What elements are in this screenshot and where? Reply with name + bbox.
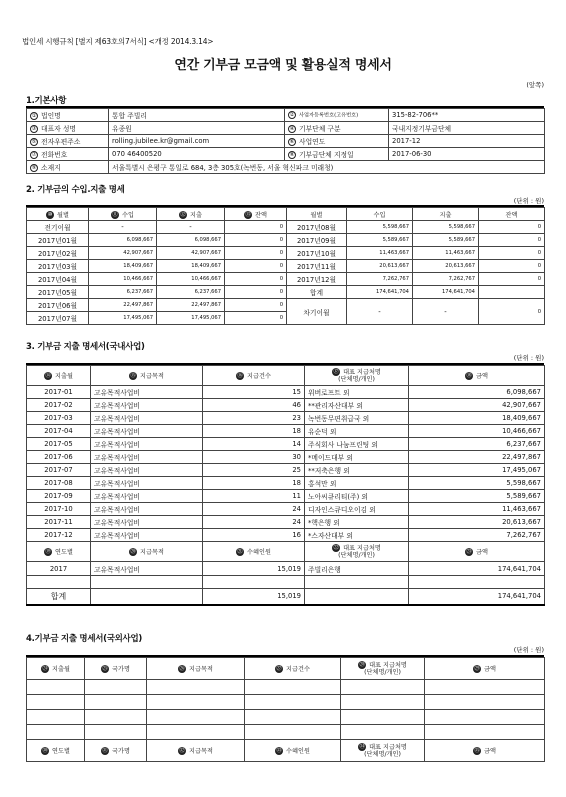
col-header-purpose: 지급목적 bbox=[189, 748, 213, 755]
expense-cell: 7,262,767 bbox=[413, 273, 479, 286]
table-row bbox=[27, 425, 545, 438]
circled-number: ⑲ bbox=[45, 549, 51, 555]
total-balance bbox=[479, 286, 545, 299]
count-cell: 11 bbox=[203, 490, 305, 503]
balance-cell: 0 bbox=[225, 273, 287, 286]
balance-cell: 0 bbox=[225, 260, 287, 273]
col-header-purpose: 지급목적 bbox=[140, 373, 164, 380]
income-cell: 5,589,667 bbox=[347, 234, 413, 247]
month-cell: 2017년03월 bbox=[27, 260, 89, 273]
circled-number: ⑬ bbox=[245, 211, 251, 218]
table-header-row bbox=[27, 366, 545, 386]
carryover-label: 차기이월 bbox=[287, 299, 347, 325]
expense-cell: - bbox=[157, 221, 225, 234]
recipients-cell: 15,019 bbox=[203, 562, 305, 576]
total-label: 합계 bbox=[287, 286, 347, 299]
circled-number: ② bbox=[289, 112, 295, 118]
expense-cell: 20,613,667 bbox=[413, 260, 479, 273]
count-cell: 24 bbox=[203, 516, 305, 529]
col-header-recipients: 수혜인원 bbox=[286, 748, 310, 755]
col-header-recipient: 대표 지급처명 bbox=[369, 662, 407, 669]
col-header-amount: 금액 bbox=[484, 666, 496, 673]
amount-cell: 20,613,667 bbox=[409, 516, 545, 529]
col-header-year: 연도별 bbox=[52, 748, 70, 755]
col-header-expense: 지출 bbox=[190, 211, 202, 219]
field-value: 국내지정기부금단체 bbox=[389, 122, 545, 135]
month-cell: 2017년08월 bbox=[287, 221, 347, 234]
col-header-recipient-sub: (단체명/개인) bbox=[364, 751, 401, 758]
col-header-month: 월별 bbox=[287, 208, 347, 221]
expense-cell: 42,907,667 bbox=[157, 247, 225, 260]
count-cell: 23 bbox=[203, 412, 305, 425]
basic-row bbox=[27, 109, 545, 122]
expense-cell: 18,409,667 bbox=[157, 260, 225, 273]
section2-title: 2. 기부금의 수입.지출 명세 bbox=[26, 185, 125, 195]
income-cell: 20,613,667 bbox=[347, 260, 413, 273]
col-header-balance: 잔액 bbox=[255, 211, 267, 219]
date-cell: 2017-05 bbox=[27, 438, 91, 451]
amount-cell: 42,907,667 bbox=[409, 399, 545, 412]
recipient-cell: 디자인스큐디오이김 외 bbox=[305, 503, 409, 516]
circled-number: ⑭ bbox=[45, 373, 51, 379]
amount-cell: 10,466,667 bbox=[409, 425, 545, 438]
income-cell: - bbox=[89, 221, 157, 234]
balance-cell: 0 bbox=[225, 234, 287, 247]
count-cell: 18 bbox=[203, 477, 305, 490]
recipient-cell: **저축은행 외 bbox=[305, 464, 409, 477]
recipient-cell: *스자산대부 외 bbox=[305, 529, 409, 542]
basic-row bbox=[27, 161, 545, 174]
recipient-cell: 홍석만 외 bbox=[305, 477, 409, 490]
circled-number: ⑱ bbox=[466, 373, 472, 379]
field-value: 2017-06-30 bbox=[389, 148, 545, 161]
field-value: 070 46400520 bbox=[109, 148, 285, 161]
date-cell: 2017-10 bbox=[27, 503, 91, 516]
col-header-recipient-sub: (단체명/개인) bbox=[364, 669, 401, 676]
date-cell: 2017-08 bbox=[27, 477, 91, 490]
domestic-expense-table bbox=[26, 365, 545, 606]
expense-cell: 22,497,867 bbox=[157, 299, 225, 312]
purpose-cell: 고유목적사업비 bbox=[91, 503, 203, 516]
col-header-count: 지급건수 bbox=[247, 373, 271, 380]
balance-cell: 0 bbox=[225, 247, 287, 260]
field-label: 사업연도 bbox=[299, 138, 326, 146]
field-label: 대표자 성명 bbox=[41, 125, 76, 133]
section4-unit: (단위 : 원) bbox=[513, 646, 544, 654]
col-header-recipients: 수혜인원 bbox=[247, 549, 271, 556]
table-row bbox=[27, 477, 545, 490]
table-row bbox=[27, 529, 545, 542]
year-cell: 2017 bbox=[27, 562, 91, 576]
month-cell: 2017년10월 bbox=[287, 247, 347, 260]
purpose-cell: 고유목적사업비 bbox=[91, 386, 203, 399]
field-label: 소재지 bbox=[41, 164, 61, 172]
monthly-income-table bbox=[26, 207, 545, 325]
expense-cell: 5,589,667 bbox=[413, 234, 479, 247]
table-row bbox=[27, 247, 545, 260]
amount-cell: 174,641,704 bbox=[409, 562, 545, 576]
circled-number: ⑳ bbox=[130, 549, 136, 555]
month-cell: 2017년09월 bbox=[287, 234, 347, 247]
recipient-cell: 유순덕 외 bbox=[305, 425, 409, 438]
table-row bbox=[27, 221, 545, 234]
circled-number: ㉒ bbox=[333, 545, 339, 551]
circled-number: ㉞ bbox=[359, 744, 365, 750]
count-cell: 46 bbox=[203, 399, 305, 412]
income-cell: 5,598,667 bbox=[347, 221, 413, 234]
col-header-date: 지출월 bbox=[55, 373, 73, 380]
circled-number: ㉗ bbox=[276, 666, 282, 672]
circled-number: ⑯ bbox=[237, 373, 243, 379]
circled-number: ㉘ bbox=[359, 662, 365, 668]
total-expense: 174,641,704 bbox=[413, 286, 479, 299]
expense-cell: 5,598,667 bbox=[413, 221, 479, 234]
col-header-income: 수입 bbox=[347, 208, 413, 221]
month-cell: 2017년11월 bbox=[287, 260, 347, 273]
overseas-expense-table bbox=[26, 657, 545, 762]
empty-row bbox=[27, 710, 545, 725]
amount-cell: 6,237,667 bbox=[409, 438, 545, 451]
recipient-cell: 주식회사 나눔프린팅 외 bbox=[305, 438, 409, 451]
table-row bbox=[27, 386, 545, 399]
balance-cell: 0 bbox=[225, 299, 287, 312]
month-cell: 2017년01월 bbox=[27, 234, 89, 247]
month-cell: 전기이월 bbox=[27, 221, 89, 234]
table-row bbox=[27, 299, 545, 312]
page-title: 연간 기부금 모금액 및 활용실적 명세서 bbox=[174, 58, 392, 73]
income-cell: 6,237,667 bbox=[89, 286, 157, 299]
count-cell: 14 bbox=[203, 438, 305, 451]
month-cell: 2017년04월 bbox=[27, 273, 89, 286]
amount-cell: 5,589,667 bbox=[409, 490, 545, 503]
empty-row bbox=[27, 725, 545, 740]
circled-number: ㉑ bbox=[237, 549, 243, 555]
col-header-country: 국가명 bbox=[112, 748, 130, 755]
total-row bbox=[27, 589, 545, 605]
field-label: 전화번호 bbox=[41, 151, 68, 159]
page-side-note: (앞쪽) bbox=[526, 81, 544, 89]
expense-cell: 17,495,067 bbox=[157, 312, 225, 325]
income-cell: 10,466,667 bbox=[89, 273, 157, 286]
table-row bbox=[27, 464, 545, 477]
circled-number: ㉙ bbox=[474, 666, 480, 672]
field-value: 통합 주빌리 bbox=[109, 109, 285, 122]
circled-number: ㉟ bbox=[474, 748, 480, 754]
circled-number: ㉛ bbox=[102, 748, 108, 754]
circled-number: ⑩ bbox=[47, 211, 53, 218]
circled-number: ⑪ bbox=[112, 211, 118, 218]
circled-number: ㉔ bbox=[42, 666, 48, 672]
circled-number: ㉓ bbox=[466, 549, 472, 555]
purpose-cell: 고유목적사업비 bbox=[91, 438, 203, 451]
circled-number: ⑨ bbox=[31, 165, 37, 171]
amount-cell: 6,098,667 bbox=[409, 386, 545, 399]
total-income: 174,641,704 bbox=[347, 286, 413, 299]
col-header-month: 월별 bbox=[57, 211, 69, 219]
table-row bbox=[27, 260, 545, 273]
amount-cell: 5,598,667 bbox=[409, 477, 545, 490]
form-header-line: 법인세 시행규칙 [별지 제63호의7서식] <개정 2014.3.14> bbox=[22, 37, 214, 46]
table-row bbox=[27, 399, 545, 412]
col-header-count: 지급건수 bbox=[286, 666, 310, 673]
circled-number: ① bbox=[31, 113, 37, 119]
col-header-date: 지출월 bbox=[52, 666, 70, 673]
purpose-cell: 고유목적사업비 bbox=[91, 412, 203, 425]
col-header-amount: 금액 bbox=[476, 373, 488, 380]
col-header-recipient: 대표 지급처명 bbox=[369, 744, 407, 751]
section2-unit: (단위 : 원) bbox=[513, 197, 544, 205]
purpose-cell: 고유목적사업비 bbox=[91, 425, 203, 438]
purpose-cell: 고유목적사업비 bbox=[91, 399, 203, 412]
col-header-amount: 금액 bbox=[476, 549, 488, 556]
circled-number: ⑫ bbox=[180, 211, 186, 218]
circled-number: ⑦ bbox=[31, 152, 37, 158]
col-header-amount: 금액 bbox=[484, 748, 496, 755]
empty-row bbox=[27, 680, 545, 695]
section3-title: 3. 기부금 지출 명세서(국내사업) bbox=[26, 342, 145, 352]
date-cell: 2017-03 bbox=[27, 412, 91, 425]
circled-number: ⑰ bbox=[333, 369, 339, 375]
income-cell: 18,409,667 bbox=[89, 260, 157, 273]
field-label: 전자우편주소 bbox=[41, 138, 81, 146]
circled-number: ③ bbox=[31, 126, 37, 132]
col-header-purpose: 지급목적 bbox=[140, 549, 164, 556]
basic-info-table bbox=[26, 108, 545, 174]
balance-cell: 0 bbox=[225, 221, 287, 234]
date-cell: 2017-04 bbox=[27, 425, 91, 438]
purpose-cell: 고유목적사업비 bbox=[91, 529, 203, 542]
field-value: 유종원 bbox=[109, 122, 285, 135]
income-cell: 42,907,667 bbox=[89, 247, 157, 260]
recipient-cell: *핵은행 외 bbox=[305, 516, 409, 529]
balance-cell: 0 bbox=[225, 286, 287, 299]
section1-title: 1.기본사항 bbox=[26, 96, 67, 106]
basic-row bbox=[27, 148, 545, 161]
field-value: 315-82-706** bbox=[389, 109, 545, 122]
col-header-income: 수입 bbox=[122, 211, 134, 219]
table-header-row bbox=[27, 740, 545, 762]
table-header-row bbox=[27, 542, 545, 562]
balance-cell: 0 bbox=[225, 312, 287, 325]
date-cell: 2017-12 bbox=[27, 529, 91, 542]
col-header-purpose: 지급목적 bbox=[189, 666, 213, 673]
income-cell: 7,262,767 bbox=[347, 273, 413, 286]
income-cell: 6,098,667 bbox=[89, 234, 157, 247]
expense-cell: 11,463,667 bbox=[413, 247, 479, 260]
empty-row bbox=[27, 576, 545, 589]
total-amount: 174,641,704 bbox=[409, 589, 545, 605]
table-row bbox=[27, 234, 545, 247]
purpose-cell: 고유목적사업비 bbox=[91, 451, 203, 464]
date-cell: 2017-07 bbox=[27, 464, 91, 477]
date-cell: 2017-11 bbox=[27, 516, 91, 529]
income-cell: 11,463,667 bbox=[347, 247, 413, 260]
balance-cell: 0 bbox=[479, 221, 545, 234]
col-header-expense: 지출 bbox=[413, 208, 479, 221]
recipient-cell: **관리자산대부 외 bbox=[305, 399, 409, 412]
circled-number: ㉝ bbox=[276, 748, 282, 754]
circled-number: ⑥ bbox=[289, 139, 295, 145]
table-header-row bbox=[27, 658, 545, 680]
purpose-cell: 고유목적사업비 bbox=[91, 477, 203, 490]
field-label: 법인명 bbox=[41, 112, 61, 120]
month-cell: 2017년07월 bbox=[27, 312, 89, 325]
recipient-cell: 노아씨큐리티(주) 외 bbox=[305, 490, 409, 503]
field-value: rolling.jubilee.kr@gmail.com bbox=[109, 135, 285, 148]
field-value: 2017-12 bbox=[389, 135, 545, 148]
section4-title: 4.기부금 지출 명세서(국외사업) bbox=[26, 634, 142, 644]
month-cell: 2017년12월 bbox=[287, 273, 347, 286]
table-row bbox=[27, 412, 545, 425]
income-cell: 17,495,067 bbox=[89, 312, 157, 325]
count-cell: 24 bbox=[203, 503, 305, 516]
year-row bbox=[27, 562, 545, 576]
carryover-expense: - bbox=[413, 299, 479, 325]
circled-number: ㉜ bbox=[179, 748, 185, 754]
income-cell: 22,497,867 bbox=[89, 299, 157, 312]
recipient-cell: *메이드대부 외 bbox=[305, 451, 409, 464]
count-cell: 15 bbox=[203, 386, 305, 399]
total-label: 합계 bbox=[27, 589, 91, 605]
amount-cell: 11,463,667 bbox=[409, 503, 545, 516]
balance-cell: 0 bbox=[479, 260, 545, 273]
purpose-cell: 고유목적사업비 bbox=[91, 562, 203, 576]
basic-row bbox=[27, 122, 545, 135]
circled-number: ④ bbox=[289, 126, 295, 132]
count-cell: 30 bbox=[203, 451, 305, 464]
carryover-income: - bbox=[347, 299, 413, 325]
circled-number: ⑮ bbox=[130, 373, 136, 379]
circled-number: ⑤ bbox=[31, 139, 37, 145]
field-label: 기부금단체 지정일 bbox=[299, 151, 354, 159]
table-row bbox=[27, 451, 545, 464]
col-header-recipient: 대표 지급처명 bbox=[343, 545, 381, 552]
recipient-cell: 녹번동무편취급국 외 bbox=[305, 412, 409, 425]
balance-cell: 0 bbox=[479, 234, 545, 247]
col-header-recipient-sub: (단체명/개인) bbox=[338, 552, 375, 559]
col-header-recipient-sub: (단체명/개인) bbox=[338, 376, 375, 383]
amount-cell: 17,495,067 bbox=[409, 464, 545, 477]
date-cell: 2017-09 bbox=[27, 490, 91, 503]
table-row bbox=[27, 503, 545, 516]
carryover-balance: 0 bbox=[479, 299, 545, 325]
count-cell: 25 bbox=[203, 464, 305, 477]
table-row bbox=[27, 286, 545, 299]
amount-cell: 22,497,867 bbox=[409, 451, 545, 464]
expense-cell: 6,237,667 bbox=[157, 286, 225, 299]
month-cell: 2017년02월 bbox=[27, 247, 89, 260]
field-label: 사업자등록번호(고유번호) bbox=[299, 112, 359, 119]
address-value: 서울특별시 은평구 통일로 684, 3층 305호(녹번동, 서울 혁신파크 미래청) bbox=[109, 161, 545, 174]
circled-number: ㉚ bbox=[42, 748, 48, 754]
date-cell: 2017-02 bbox=[27, 399, 91, 412]
date-cell: 2017-01 bbox=[27, 386, 91, 399]
col-header-recipient: 대표 지급처명 bbox=[343, 369, 381, 376]
table-row bbox=[27, 273, 545, 286]
field-label: 기부단체 구분 bbox=[299, 125, 341, 133]
purpose-cell: 고유목적사업비 bbox=[91, 464, 203, 477]
amount-cell: 18,409,667 bbox=[409, 412, 545, 425]
empty-row bbox=[27, 695, 545, 710]
expense-cell: 6,098,667 bbox=[157, 234, 225, 247]
circled-number: ㉕ bbox=[102, 666, 108, 672]
balance-cell: 0 bbox=[479, 273, 545, 286]
purpose-cell: 고유목적사업비 bbox=[91, 516, 203, 529]
table-row bbox=[27, 516, 545, 529]
total-recipients: 15,019 bbox=[203, 589, 305, 605]
table-row bbox=[27, 490, 545, 503]
col-header-balance: 잔액 bbox=[479, 208, 545, 221]
table-header-row bbox=[27, 208, 545, 221]
count-cell: 18 bbox=[203, 425, 305, 438]
col-header-country: 국가명 bbox=[112, 666, 130, 673]
basic-row bbox=[27, 135, 545, 148]
circled-number: ⑧ bbox=[289, 152, 295, 158]
recipient-cell: 주빌리은행 bbox=[305, 562, 409, 576]
purpose-cell: 고유목적사업비 bbox=[91, 490, 203, 503]
circled-number: ㉖ bbox=[179, 666, 185, 672]
balance-cell: 0 bbox=[479, 247, 545, 260]
month-cell: 2017년05월 bbox=[27, 286, 89, 299]
table-row bbox=[27, 438, 545, 451]
expense-cell: 10,466,667 bbox=[157, 273, 225, 286]
amount-cell: 7,262,767 bbox=[409, 529, 545, 542]
section3-unit: (단위 : 원) bbox=[513, 354, 544, 362]
month-cell: 2017년06월 bbox=[27, 299, 89, 312]
count-cell: 16 bbox=[203, 529, 305, 542]
col-header-year: 연도별 bbox=[55, 549, 73, 556]
recipient-cell: 위버로프트 외 bbox=[305, 386, 409, 399]
date-cell: 2017-06 bbox=[27, 451, 91, 464]
